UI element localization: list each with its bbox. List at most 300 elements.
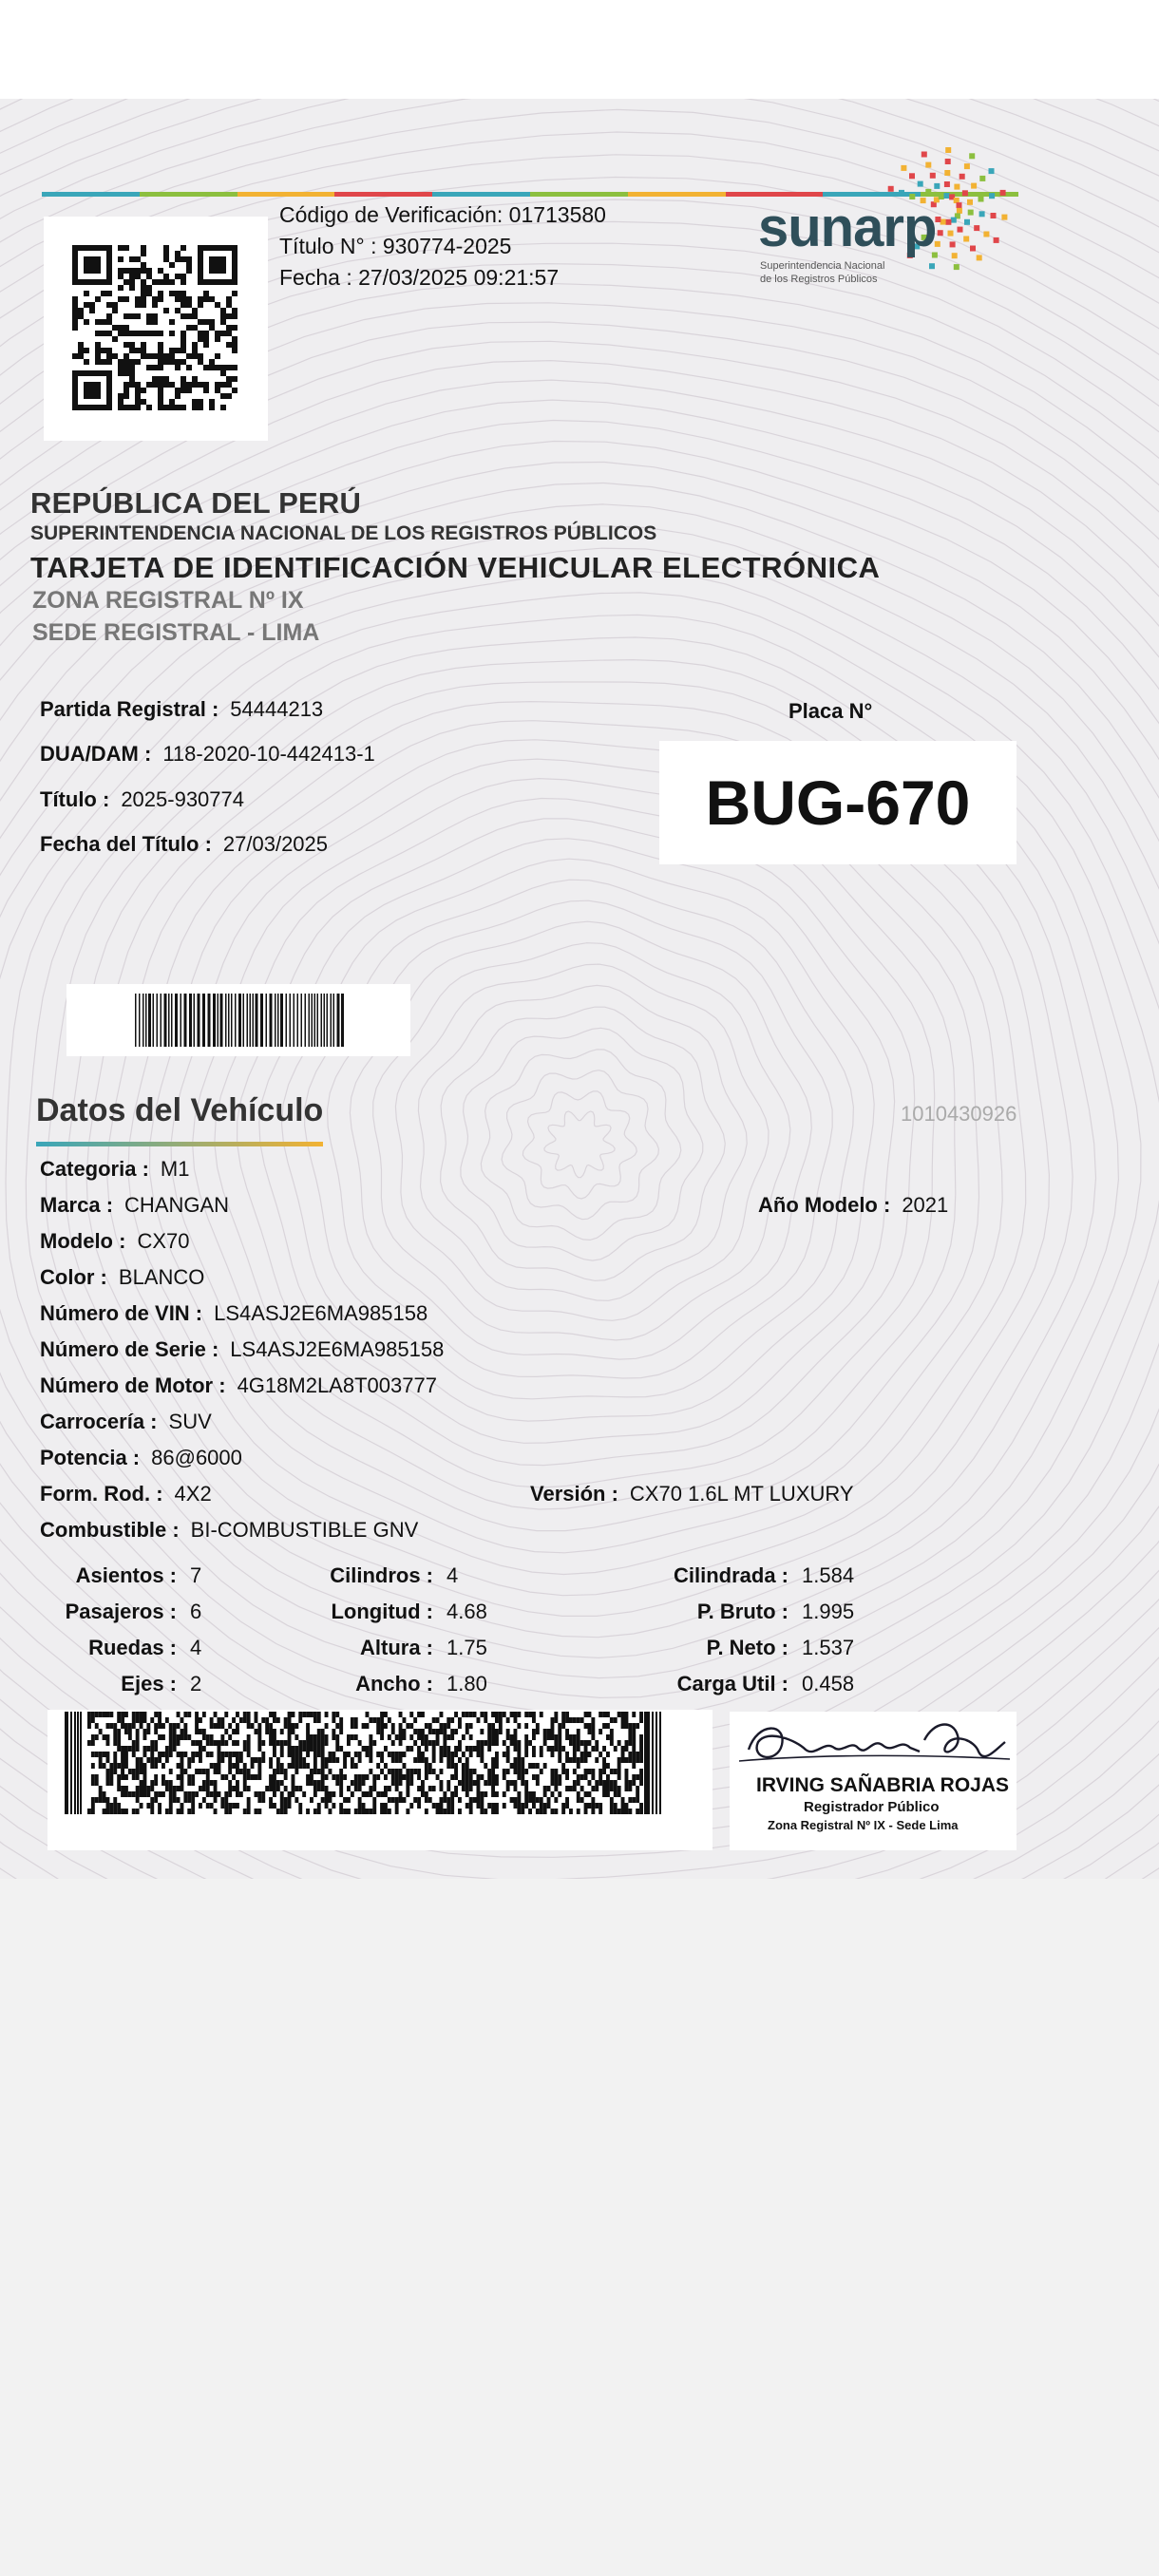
pdf417-module (329, 1769, 332, 1774)
pdf417-module (561, 1809, 565, 1814)
pdf417-module (503, 1774, 506, 1780)
pdf417-module (625, 1723, 629, 1729)
pdf417-module (294, 1746, 298, 1752)
pdf417-module (369, 1809, 372, 1814)
qr-module (146, 291, 152, 296)
pdf417-module (220, 1723, 224, 1729)
pdf417-module (573, 1734, 577, 1740)
pdf417-module (466, 1780, 469, 1786)
pdf417-module (325, 1712, 329, 1717)
pdf417-module (177, 1752, 180, 1757)
marca-label: Marca : (40, 1193, 114, 1217)
pdf417-module (95, 1712, 99, 1717)
pdf417-module (195, 1729, 199, 1734)
pdf417-module (210, 1740, 214, 1746)
combustible-row (40, 1518, 418, 1543)
pdf417-module (432, 1786, 436, 1791)
pdf417-module (584, 1809, 588, 1814)
pdf417-module (499, 1717, 503, 1723)
pdf417-module (117, 1717, 121, 1723)
vehicle-id-card (0, 99, 1159, 1879)
pdf417-module (317, 1740, 321, 1746)
pdf417-module (632, 1729, 636, 1734)
version-row (530, 1482, 854, 1506)
pdf417-module (391, 1740, 395, 1746)
pdf417-module (446, 1763, 450, 1769)
pdf417-module (113, 1809, 117, 1814)
serie-value: LS4ASJ2E6MA985158 (230, 1337, 445, 1361)
pdf417-module (577, 1780, 580, 1786)
qr-module (129, 268, 135, 274)
pdf417-module (154, 1774, 158, 1780)
pdf417-module (143, 1734, 147, 1740)
pdf417-module (210, 1723, 214, 1729)
qr-module (84, 382, 101, 399)
pasajeros-label: Pasajeros : (65, 1600, 177, 1623)
pdf417-module (269, 1780, 273, 1786)
qr-module (169, 399, 175, 405)
pdf417-module (602, 1791, 606, 1797)
pdf417-module (117, 1780, 121, 1786)
qr-module (232, 313, 238, 319)
pdf417-module (298, 1786, 302, 1791)
qr-module (141, 262, 146, 268)
qr-module (192, 313, 198, 319)
pdf417-module (210, 1734, 214, 1740)
pdf417-module (602, 1769, 606, 1774)
pdf417-module (261, 1791, 265, 1797)
pdf417-module (103, 1809, 106, 1814)
qr-module (220, 393, 226, 399)
pdf417-module (369, 1769, 372, 1774)
pdf417-module (292, 1752, 295, 1757)
pdf417-module (425, 1723, 428, 1729)
pdf417-module (443, 1746, 446, 1752)
pdf417-module (321, 1797, 325, 1803)
pdf417-module (524, 1723, 528, 1729)
pdf417-module (380, 1803, 384, 1809)
pdf417-module (276, 1809, 280, 1814)
pdf417-module (232, 1729, 236, 1734)
pdf417-module (395, 1769, 399, 1774)
pdf417-module (561, 1712, 565, 1717)
pdf417-module (314, 1786, 317, 1791)
pdf417-module (598, 1752, 602, 1757)
pdf417-module (280, 1763, 284, 1769)
pdf417-module (565, 1797, 569, 1803)
pdf417-module (87, 1717, 91, 1723)
qr-module (146, 331, 152, 336)
pdf417-module (210, 1780, 214, 1786)
pdf417-module (284, 1797, 288, 1803)
pdf417-module (413, 1729, 417, 1734)
pdf417-module (584, 1740, 588, 1746)
pdf417-module (466, 1746, 469, 1752)
asientos-row (19, 1563, 201, 1588)
pdf417-module (294, 1734, 298, 1740)
pdf417-module (602, 1723, 606, 1729)
qr-module (232, 342, 238, 348)
pdf417-module (236, 1757, 239, 1763)
qr-module (175, 393, 180, 399)
pdf417-module (384, 1786, 388, 1791)
pdf417-module (317, 1786, 321, 1791)
pdf417-module (443, 1809, 446, 1814)
pdf417-module (136, 1734, 140, 1740)
qr-module (84, 319, 89, 325)
pdf417-module (91, 1752, 95, 1757)
pdf417-module (606, 1763, 610, 1769)
pdf417-module (577, 1791, 580, 1797)
pdf417-module (580, 1786, 584, 1791)
pbruto-row (598, 1600, 854, 1624)
pdf417-module (154, 1757, 158, 1763)
pdf417-module (388, 1717, 391, 1723)
qr-module (226, 393, 232, 399)
pdf417-module (491, 1763, 495, 1769)
pdf417-module (335, 1740, 339, 1746)
pdf417-module (610, 1769, 614, 1774)
pdf417-module (99, 1757, 103, 1763)
pdf417-module (214, 1791, 218, 1797)
qr-module (163, 405, 169, 410)
qr-module (135, 382, 141, 388)
pdf417-module (228, 1769, 232, 1774)
pdf417-module (247, 1774, 251, 1780)
pdf417-module (495, 1757, 499, 1763)
pdf417-module (369, 1791, 372, 1797)
pdf417-module (306, 1734, 310, 1740)
barcode-bar (148, 994, 151, 1047)
pdf417-module (584, 1774, 588, 1780)
color-value: BLANCO (118, 1265, 205, 1289)
qr-module (226, 382, 232, 388)
qr-module (152, 313, 158, 319)
fecha-titulo-row (40, 832, 328, 857)
pdf417-module (436, 1774, 440, 1780)
qr-module (169, 382, 175, 388)
pdf417-module (140, 1769, 143, 1774)
pdf417-module (554, 1734, 558, 1740)
barcode-bar (277, 994, 279, 1047)
pdf417-module (140, 1723, 143, 1729)
barcode-bar (135, 994, 137, 1047)
pdf417-module (487, 1734, 491, 1740)
pdf417-module (173, 1797, 177, 1803)
pdf417-module (558, 1740, 561, 1746)
pdf417-module (220, 1774, 224, 1780)
qr-module (186, 382, 192, 388)
pdf417-module (573, 1780, 577, 1786)
pdf417-module (565, 1734, 569, 1740)
pdf417-module (121, 1752, 124, 1757)
pdf417-module (136, 1809, 140, 1814)
pdf417-module (524, 1791, 528, 1797)
pdf417-module (625, 1774, 629, 1780)
pdf417-module (154, 1746, 158, 1752)
pdf417-module (399, 1797, 403, 1803)
pdf417-module (380, 1717, 384, 1723)
qr-module (232, 336, 238, 342)
pdf417-module (610, 1780, 614, 1786)
qr-module (118, 405, 124, 410)
pdf417-module (332, 1757, 335, 1763)
ejes-label: Ejes : (121, 1672, 177, 1695)
pdf417-module (591, 1717, 595, 1723)
pdf417-module (588, 1780, 592, 1786)
qr-module (158, 399, 163, 405)
logo-ray-dot (957, 208, 962, 214)
pdf417-module (443, 1797, 446, 1803)
pdf417-module (602, 1746, 606, 1752)
qr-module (209, 256, 226, 274)
qr-module (112, 336, 118, 342)
pdf417-module (454, 1786, 458, 1791)
barcode-bar (228, 994, 230, 1047)
pdf417-module (450, 1734, 454, 1740)
pdf417-module (265, 1723, 269, 1729)
pdf417-module (517, 1746, 521, 1752)
pdf417-module (628, 1723, 632, 1729)
pdf417-module (618, 1712, 621, 1717)
pdf417-module (395, 1734, 399, 1740)
qr-module (78, 348, 84, 353)
pdf417-module (484, 1717, 487, 1723)
pdf417-module (202, 1797, 206, 1803)
pdf417-module (484, 1780, 487, 1786)
pdf417-module (236, 1786, 239, 1791)
header-zona: ZONA REGISTRAL Nº IX (32, 587, 304, 614)
pdf417-module (450, 1717, 454, 1723)
pdf417-module (517, 1791, 521, 1797)
pdf417-module (506, 1734, 510, 1740)
pdf417-module (625, 1809, 629, 1814)
pdf417-module (540, 1712, 543, 1717)
pdf417-module (636, 1757, 639, 1763)
pdf417-module (632, 1712, 636, 1717)
color-stripe-segment (140, 192, 238, 197)
pdf417-module (454, 1729, 458, 1734)
pdf417-module (106, 1803, 110, 1809)
pdf417-module (406, 1774, 409, 1780)
pdf417-module (469, 1780, 473, 1786)
pdf417-module (569, 1717, 573, 1723)
pdf417-module (121, 1746, 124, 1752)
pdf417-module (395, 1803, 399, 1809)
pdf417-module (292, 1729, 295, 1734)
pdf417-module (132, 1712, 136, 1717)
qr-module (226, 342, 232, 348)
pdf417-module (376, 1763, 380, 1769)
qr-module (169, 319, 175, 325)
pdf417-module (495, 1809, 499, 1814)
pdf417-module (177, 1797, 180, 1803)
pdf417-module (454, 1746, 458, 1752)
qr-module (118, 331, 124, 336)
pdf417-module (298, 1757, 302, 1763)
pdf417-module (183, 1734, 187, 1740)
pdf417-module (584, 1723, 588, 1729)
qr-module (78, 313, 84, 319)
qr-module (163, 376, 169, 382)
pdf417-module (395, 1752, 399, 1757)
barcode-bar (218, 994, 219, 1047)
qr-module (112, 308, 118, 313)
pdf417-module (180, 1757, 184, 1763)
pdf417-module (450, 1791, 454, 1797)
qr-module (135, 393, 141, 399)
qr-module (129, 256, 135, 262)
pdf417-module (561, 1717, 565, 1723)
pdf417-module (183, 1791, 187, 1797)
pdf417-module (180, 1780, 184, 1786)
pdf417-module (577, 1734, 580, 1740)
pdf417-module (547, 1729, 551, 1734)
qr-module (209, 405, 215, 410)
pdf417-module (276, 1763, 280, 1769)
pdf417-module (425, 1757, 428, 1763)
qr-module (186, 268, 192, 274)
qr-module (192, 405, 198, 410)
pdf417-module (302, 1740, 306, 1746)
pdf417-module (169, 1791, 173, 1797)
version-value: CX70 1.6L MT LUXURY (629, 1482, 854, 1506)
pdf417-module (162, 1791, 165, 1797)
pdf417-module (109, 1723, 113, 1729)
pdf417-module (113, 1797, 117, 1803)
pdf417-module (143, 1752, 147, 1757)
pdf417-module (614, 1791, 618, 1797)
pdf417-module (458, 1809, 462, 1814)
qr-module (220, 370, 226, 376)
pdf417-module (325, 1791, 329, 1797)
barcode-bar (312, 994, 314, 1047)
pdf417-module (443, 1734, 446, 1740)
pdf417-module (602, 1786, 606, 1791)
qr-module (129, 342, 135, 348)
pdf417-module (391, 1729, 395, 1734)
pdf417-module (580, 1797, 584, 1803)
pdf417-module (310, 1797, 314, 1803)
pdf417-module (195, 1717, 199, 1723)
signer-role: Registrador Público (804, 1799, 940, 1815)
pdf417-module (354, 1717, 358, 1723)
pdf417-module (413, 1797, 417, 1803)
pdf417-module (565, 1757, 569, 1763)
pdf417-module (162, 1752, 165, 1757)
barcode-bar (184, 994, 187, 1047)
qr-module (135, 313, 141, 319)
logo-ray-dot (954, 184, 960, 190)
pdf417-module (524, 1786, 528, 1791)
pdf417-module (117, 1809, 121, 1814)
pdf417-module (639, 1746, 643, 1752)
pdf417-module (421, 1780, 425, 1786)
pdf417-module (632, 1740, 636, 1746)
guilloche-line (461, 1028, 703, 1260)
pdf417-module (399, 1712, 403, 1717)
guilloche-line (544, 1111, 615, 1178)
pdf417-module (536, 1797, 540, 1803)
pdf417-module (99, 1791, 103, 1797)
pdf417-module (121, 1769, 124, 1774)
pdf417-module (224, 1752, 228, 1757)
pdf417-module (202, 1712, 206, 1717)
pdf417-module (391, 1723, 395, 1729)
qr-module (141, 353, 146, 359)
pdf417-module (514, 1769, 518, 1774)
pdf417-module (91, 1803, 95, 1809)
pdf417-module (417, 1803, 421, 1809)
pdf417-module (524, 1780, 528, 1786)
pdf417-module (399, 1734, 403, 1740)
pdf417-module (588, 1740, 592, 1746)
qr-module (141, 279, 146, 285)
pdf417-module (384, 1809, 388, 1814)
pdf417-module (388, 1797, 391, 1803)
pdf417-module (417, 1752, 421, 1757)
pdf417-module (339, 1729, 343, 1734)
vin-label: Número de VIN : (40, 1301, 203, 1325)
pdf417-module (95, 1734, 99, 1740)
pdf417-module (165, 1717, 169, 1723)
qr-module (124, 370, 129, 376)
pdf417-module (618, 1757, 621, 1763)
pdf417-module (543, 1729, 547, 1734)
pdf417-module (292, 1780, 295, 1786)
pdf417-module (106, 1780, 110, 1786)
pdf417-module (109, 1712, 113, 1717)
pdf417-module (232, 1803, 236, 1809)
pbruto-value: 1.995 (802, 1600, 855, 1623)
pdf417-module (618, 1786, 621, 1791)
qr-module (141, 285, 146, 291)
qr-module (158, 405, 163, 410)
logo-ray-dot (983, 232, 989, 237)
pdf417-module (136, 1746, 140, 1752)
pdf417-module (247, 1752, 251, 1757)
pdf417-module (491, 1809, 495, 1814)
partida-label: Partida Registral : (40, 697, 219, 721)
qr-module (124, 279, 129, 285)
pdf417-module (117, 1786, 121, 1791)
qr-module (118, 274, 124, 279)
pdf417-module (257, 1774, 261, 1780)
pdf417-module (413, 1717, 417, 1723)
qr-module (180, 376, 186, 382)
pdf417-module (639, 1780, 643, 1786)
pdf417-module (169, 1729, 173, 1734)
pdf417-module (561, 1763, 565, 1769)
barcode-bar (341, 994, 344, 1047)
pdf417-module (347, 1797, 351, 1803)
pdf417-module (554, 1809, 558, 1814)
pdf417-module (265, 1717, 269, 1723)
pdf417-module (317, 1746, 321, 1752)
pdf417-module (477, 1774, 481, 1780)
pdf417-module (332, 1791, 335, 1797)
pdf417-module (232, 1786, 236, 1791)
combustible-value: BI-COMBUSTIBLE GNV (190, 1518, 419, 1542)
pdf417-module (243, 1712, 247, 1717)
pdf417-module (339, 1769, 343, 1774)
barcode-bar (142, 994, 144, 1047)
pdf417-module (298, 1763, 302, 1769)
qr-module (203, 319, 209, 325)
pdf417-module (580, 1774, 584, 1780)
pdf417-module (380, 1729, 384, 1734)
pdf417-module (109, 1763, 113, 1769)
